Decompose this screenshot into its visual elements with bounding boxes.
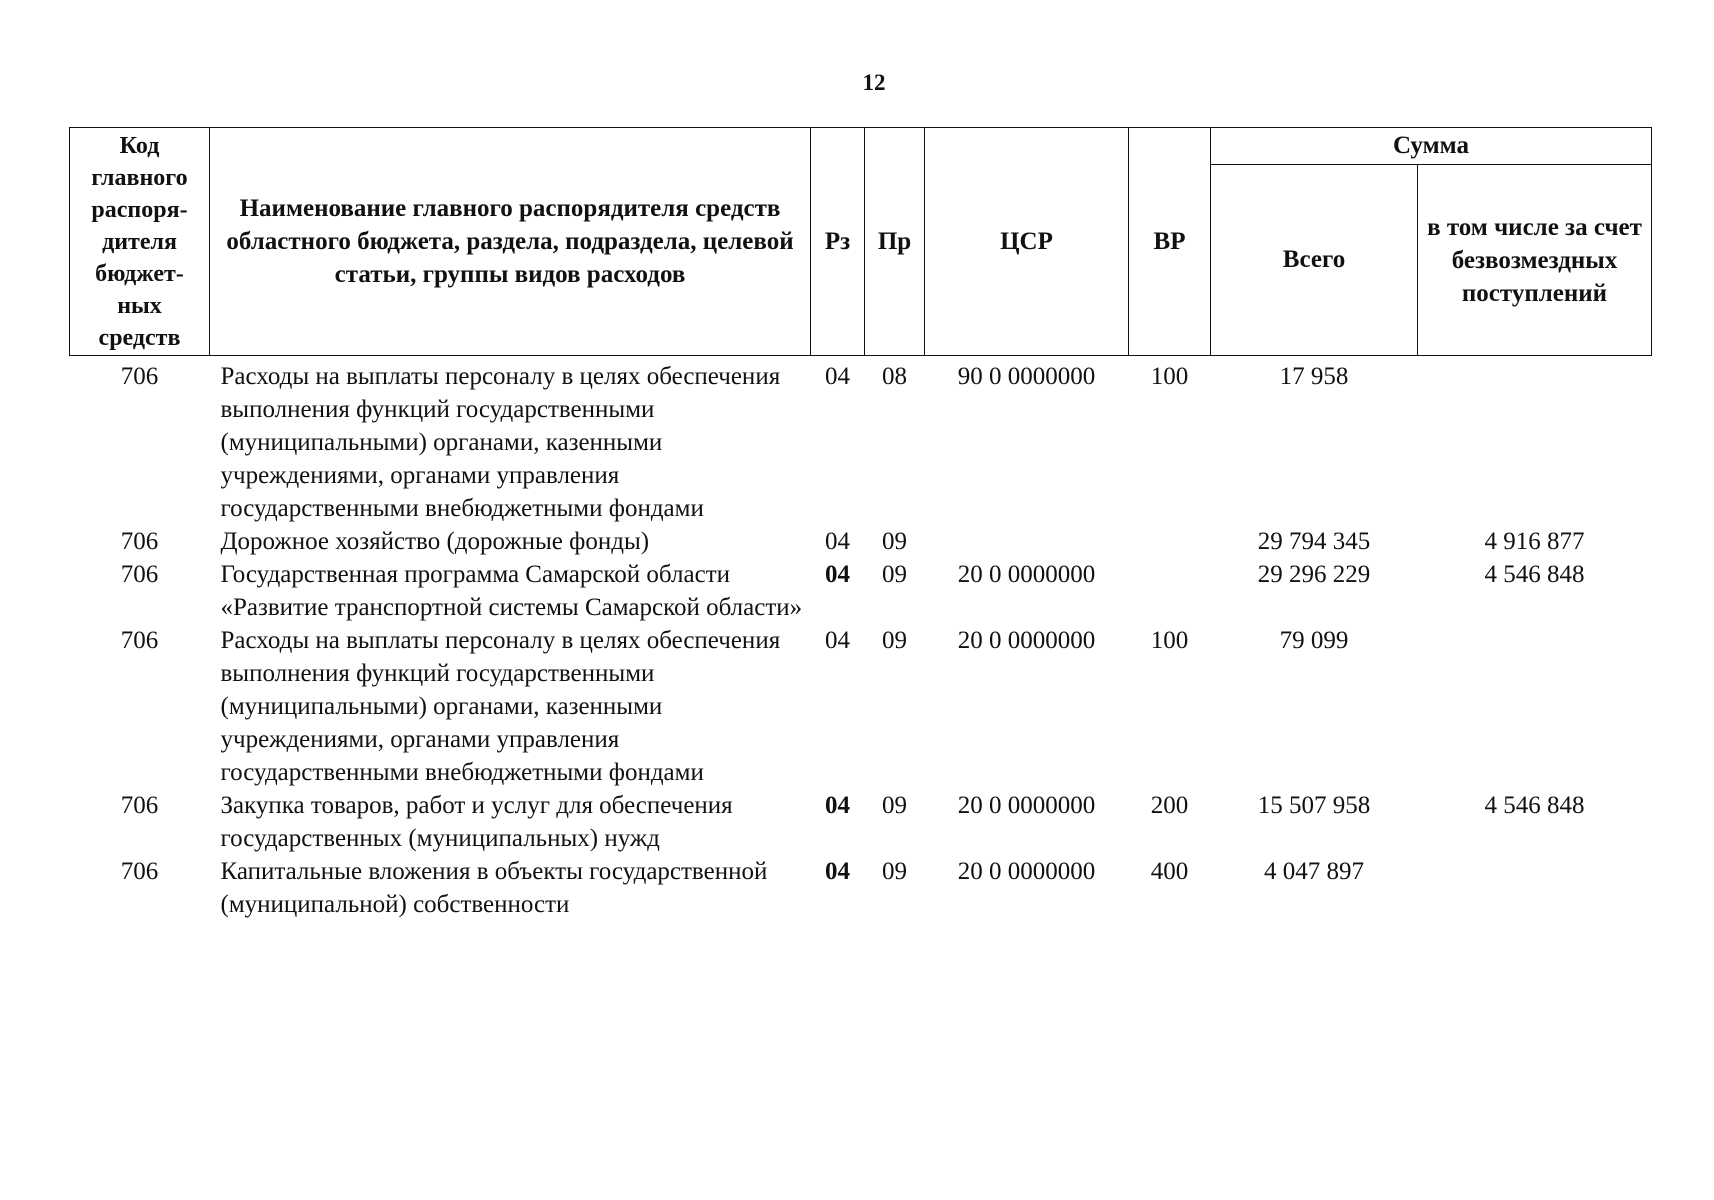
table-header	[70, 128, 1652, 356]
cell-pr: 09	[882, 792, 907, 819]
cell-vr: 100	[1150, 627, 1189, 654]
table-row	[70, 525, 1652, 558]
cell-vr: 200	[1150, 792, 1189, 819]
cell-vr: 400	[1150, 858, 1189, 885]
cell-name: Дорожное хозяйство (дорожные фонды)	[220, 528, 650, 555]
cell-rz: 04	[825, 528, 850, 555]
cell-total: 79 099	[1279, 627, 1349, 654]
cell-pr: 09	[882, 561, 907, 588]
cell-name: Государственная программа Самарской области «Развитие транспортной системы Самарской области»	[220, 561, 803, 621]
cell-csr: 20 0 0000000	[957, 627, 1096, 654]
cell-total: 4 047 897	[1264, 858, 1364, 885]
cell-vr	[1129, 525, 1211, 558]
cell-code: 706	[120, 363, 159, 390]
table-row	[70, 789, 1652, 855]
cell-code: 706	[120, 792, 159, 819]
cell-csr: 20 0 0000000	[957, 561, 1096, 588]
header-name: Наименование главного распорядителя средств областного бюджета, раздела, подраздела, целевой статьи, группы видов расходов	[210, 128, 811, 356]
page-number: 12	[862, 70, 886, 95]
table-row	[70, 558, 1652, 624]
cell-free: 4 916 877	[1484, 528, 1585, 555]
cell-code: 706	[120, 858, 159, 885]
cell-total: 15 507 958	[1257, 792, 1371, 819]
cell-name: Капитальные вложения в объекты государственной (муниципальной) собственности	[220, 858, 768, 918]
cell-csr: 90 0 0000000	[957, 363, 1096, 390]
cell-rz: 04	[825, 561, 850, 588]
cell-rz: 04	[825, 792, 850, 819]
cell-free	[1418, 624, 1652, 789]
table-body	[70, 356, 1652, 922]
cell-vr: 100	[1150, 363, 1189, 390]
header-total: Всего	[1211, 165, 1418, 356]
header-pr: Пр	[865, 128, 925, 356]
cell-pr: 08	[882, 363, 907, 390]
cell-free: 4 546 848	[1484, 561, 1585, 588]
cell-vr	[1129, 558, 1211, 624]
header-vr: ВР	[1129, 128, 1211, 356]
cell-code: 706	[120, 528, 159, 555]
header-free: в том числе за счет безвозмездных поступлений	[1418, 165, 1652, 356]
cell-pr: 09	[882, 627, 907, 654]
cell-rz: 04	[825, 627, 850, 654]
header-rz: Рз	[811, 128, 865, 356]
cell-total: 29 296 229	[1257, 561, 1371, 588]
header-sum: Сумма	[1211, 128, 1652, 165]
cell-rz: 04	[825, 363, 850, 390]
cell-code: 706	[120, 561, 159, 588]
header-code: Код главного распоря- дителя бюджет- ных средств	[70, 128, 210, 356]
cell-name: Расходы на выплаты персоналу в целях обеспечения выполнения функций государственными (муниципальными) органами, казенными учреждениями, органами управления государственными внебюджетными фондами	[220, 627, 781, 786]
cell-free	[1418, 855, 1652, 921]
table-row	[70, 624, 1652, 789]
cell-total: 17 958	[1279, 363, 1349, 390]
cell-free	[1418, 356, 1652, 526]
budget-table	[69, 127, 1652, 921]
cell-name: Закупка товаров, работ и услуг для обеспечения государственных (муниципальных) нужд	[220, 792, 733, 852]
cell-csr: 20 0 0000000	[957, 792, 1096, 819]
table-row	[70, 356, 1652, 526]
cell-free: 4 546 848	[1484, 792, 1585, 819]
cell-csr	[925, 525, 1129, 558]
cell-rz: 04	[825, 858, 850, 885]
table-row	[70, 855, 1652, 921]
cell-csr: 20 0 0000000	[957, 858, 1096, 885]
header-csr: ЦСР	[925, 128, 1129, 356]
cell-total: 29 794 345	[1257, 528, 1371, 555]
cell-code: 706	[120, 627, 159, 654]
cell-pr: 09	[882, 528, 907, 555]
cell-pr: 09	[882, 858, 907, 885]
cell-name: Расходы на выплаты персоналу в целях обеспечения выполнения функций государственными (муниципальными) органами, казенными учреждениями, органами управления государственными внебюджетными фондами	[220, 363, 781, 522]
